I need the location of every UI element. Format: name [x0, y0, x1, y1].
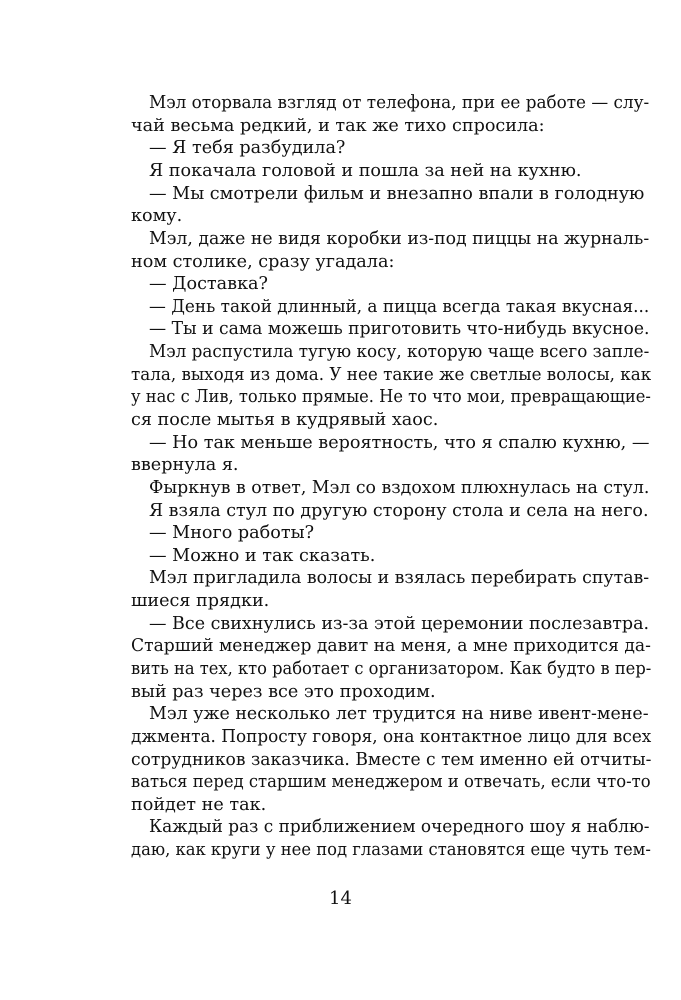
text-line: чай весьма редкий, и так же тихо спросила: — [131, 115, 545, 136]
text-line: сотрудников заказчика. Вместе с тем именно ей отчиты- — [131, 749, 652, 770]
text-line: ваться перед старшим менеджером и отвечать, если что-то — [131, 772, 651, 793]
text-line: у нас с Лив, только прямые. Не то что мои, превращающие- — [131, 387, 651, 408]
text-line: — Я тебя разбудила? — [149, 138, 346, 159]
text-line: Мэл пригладила волосы и взялась перебирать спутав- — [149, 568, 650, 589]
text-line: шиеся прядки. — [131, 591, 270, 611]
text-line: ввернула я. — [131, 455, 239, 476]
text-line: вить на тех, кто работает с организатором. Как будто в пер- — [131, 658, 652, 679]
text-line: Каждый раз с приближением очередного шоу я наблю- — [149, 817, 650, 838]
text-line: джмента. Попросту говоря, она контактное лицо для всех — [131, 726, 652, 747]
text-line: даю, как круги у нее под глазами становятся еще чуть тем- — [131, 840, 651, 860]
text-line: Фыркнув в ответ, Мэл со вздохом плюхнулась на стул. — [149, 477, 650, 498]
text-line: тала, выходя из дома. У нее такие же светлые волосы, как — [131, 364, 652, 385]
text-line: — Но так меньше вероятность, что я спалю кухню, — — [149, 432, 650, 453]
text-line: Я взяла стул по другую сторону стола и села на него. — [149, 500, 649, 521]
text-line: — Все свихнулись из-за этой церемонии послезавтра. — [149, 613, 650, 634]
page-number: 14 — [329, 888, 352, 909]
text-line: — Доставка? — [149, 274, 268, 295]
text-line: ном столике, сразу угадала: — [131, 251, 395, 272]
text-line: Мэл оторвала взгляд от телефона, при ее работе — слу- — [149, 93, 650, 113]
text-line: Я покачала головой и пошла за ней на кухню. — [149, 160, 582, 181]
text-line: кому. — [131, 206, 183, 227]
text-line: — Ты и сама можешь приготовить что-нибудь вкусное. — [149, 319, 650, 340]
text-line: пойдет не так. — [131, 794, 267, 815]
text-line: Мэл, даже не видя коробки из-под пиццы на журналь- — [149, 228, 650, 249]
text-line: ся после мытья в кудрявый хаос. — [131, 409, 439, 430]
text-line: Старший менеджер давит на меня, а мне приходится да- — [131, 636, 651, 657]
text-line: — Много работы? — [149, 523, 315, 544]
text-line: Мэл распустила тугую косу, которую чаще всего запле- — [149, 342, 650, 362]
text-line: вый раз через все это проходим. — [131, 681, 436, 702]
text-line: — День такой длинный, а пицца всегда такая вкусная... — [149, 296, 650, 317]
text-line: Мэл уже несколько лет трудится на ниве ивент-мене- — [149, 704, 649, 725]
text-line: — Мы смотрели фильм и внезапно впали в голодную — [149, 183, 645, 204]
text-line: — Можно и так сказать. — [149, 545, 376, 566]
